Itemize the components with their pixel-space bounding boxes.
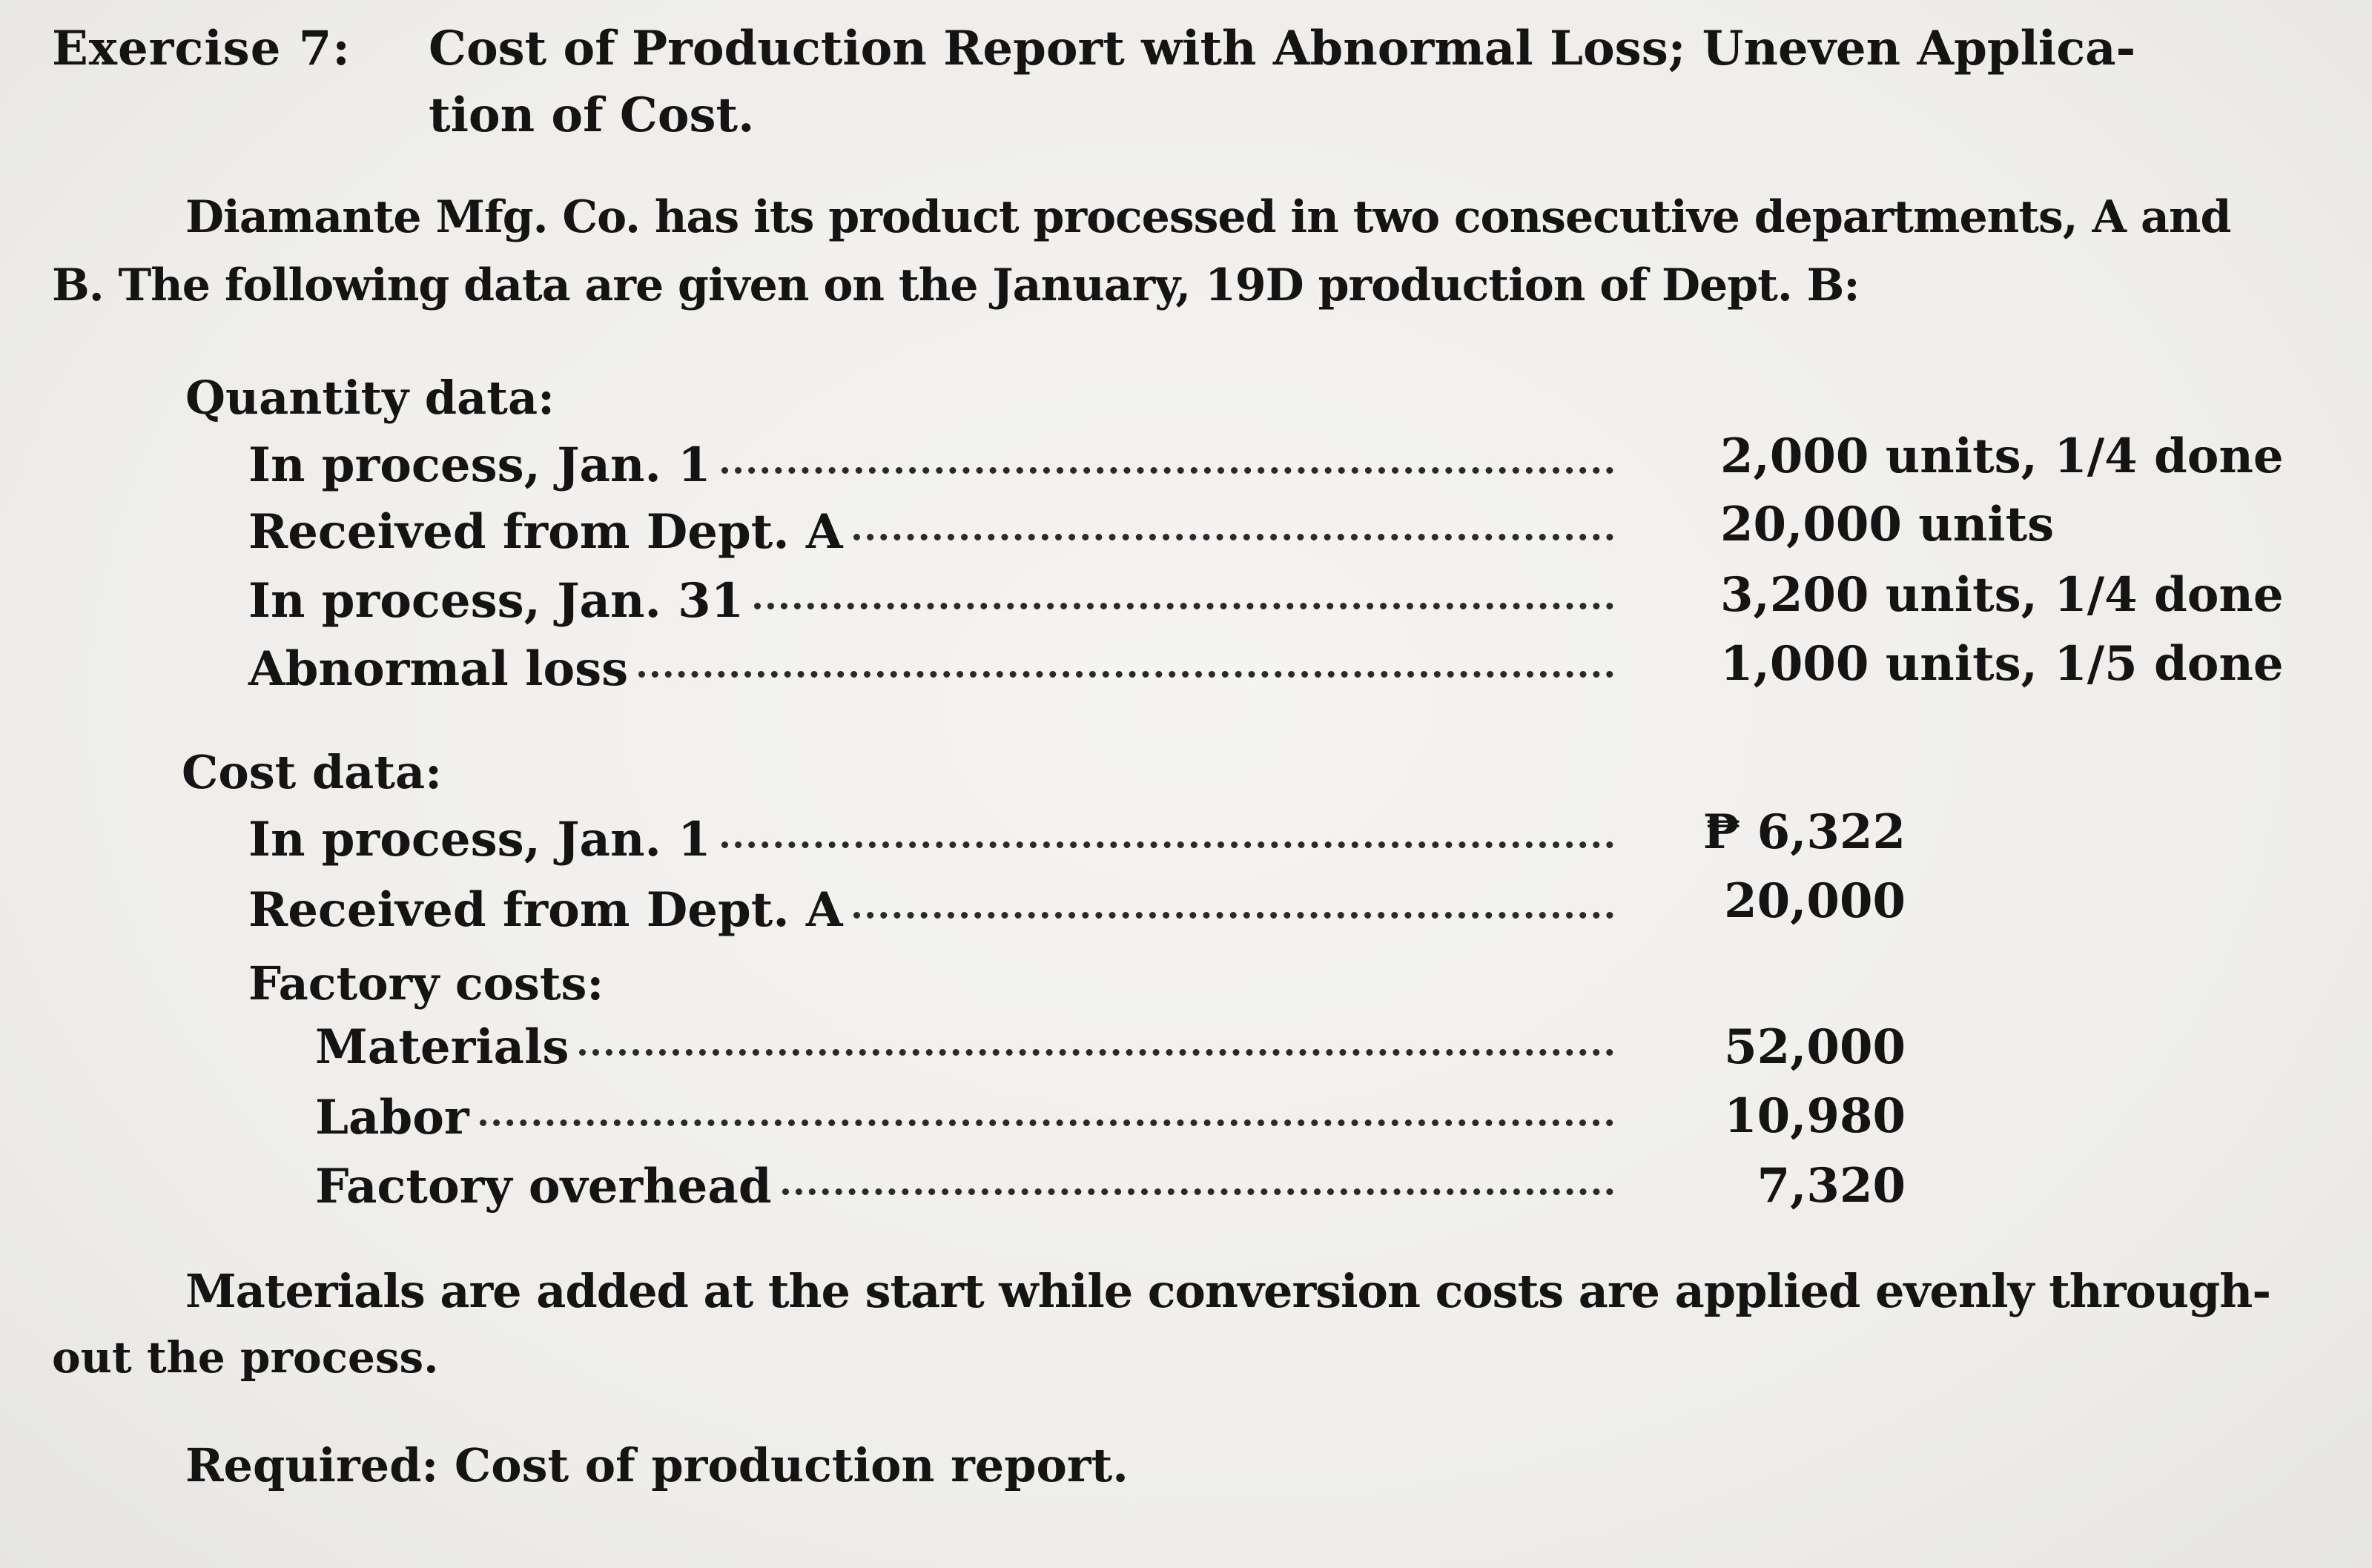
factory-cost-value: 7,320 <box>1757 1158 1906 1214</box>
leader-dots <box>853 912 1613 919</box>
quantity-row-value: 1,000 units, 1/5 done <box>1720 636 2284 692</box>
note-line1: Materials are added at the start while conversion costs are applied evenly through- <box>185 1264 2271 1318</box>
leader-dots <box>754 603 1613 609</box>
leader-dots <box>721 841 1613 848</box>
leader-dots <box>638 671 1613 678</box>
quantity-row-value: 2,000 units, 1/4 done <box>1720 429 2284 484</box>
factory-cost-row <box>315 1090 1624 1157</box>
leader-dots <box>782 1188 1613 1195</box>
leader-dots <box>853 534 1613 540</box>
quantity-row-label: In process, Jan. 31 <box>248 573 744 629</box>
factory-cost-value: 52,000 <box>1724 1019 1906 1075</box>
cost-row-value: 20,000 <box>1724 873 1906 929</box>
cost-row <box>248 882 1624 949</box>
exercise-title-line1: Cost of Production Report with Abnormal Loss; Uneven Applica- <box>429 21 2136 76</box>
leader-dots <box>480 1119 1613 1126</box>
exercise-label: Exercise 7: <box>52 21 351 76</box>
leader-dots <box>721 467 1613 474</box>
cost-row-value: ₱ 6,322 <box>1702 804 1906 860</box>
cost-row-label: Received from Dept. A <box>248 882 843 938</box>
exercise-title-line2: tion of Cost. <box>429 87 755 143</box>
quantity-row-value: 3,200 units, 1/4 done <box>1720 567 2284 623</box>
quantity-row <box>248 641 1624 708</box>
cost-row <box>248 812 1624 879</box>
factory-cost-label: Factory overhead <box>315 1159 772 1214</box>
required-text: Required: Cost of production report. <box>185 1438 1129 1492</box>
quantity-row <box>248 437 1624 504</box>
cost-row-label: In process, Jan. 1 <box>248 812 711 867</box>
intro-line1: Diamante Mfg. Co. has its product processed in two consecutive departments, A and <box>185 191 2231 243</box>
factory-cost-label: Materials <box>315 1019 569 1075</box>
quantity-row <box>248 573 1624 640</box>
factory-cost-label: Labor <box>315 1090 469 1145</box>
factory-cost-row <box>315 1019 1624 1086</box>
factory-costs-heading: Factory costs: <box>248 956 604 1010</box>
factory-cost-value: 10,980 <box>1724 1088 1906 1144</box>
leader-dots <box>579 1049 1613 1056</box>
note-line2: out the process. <box>52 1332 439 1383</box>
quantity-row-label: Abnormal loss <box>248 641 629 697</box>
quantity-row-label: In process, Jan. 1 <box>248 437 711 493</box>
cost-data-heading: Cost data: <box>182 745 443 799</box>
intro-line2: B. The following data are given on the January, 19D production of Dept. B: <box>52 259 1860 311</box>
quantity-row-label: Received from Dept. A <box>248 504 843 560</box>
quantity-data-heading: Quantity data: <box>185 371 555 425</box>
quantity-row <box>248 504 1624 571</box>
quantity-row-value: 20,000 units <box>1720 497 2055 552</box>
factory-cost-row <box>315 1159 1624 1225</box>
